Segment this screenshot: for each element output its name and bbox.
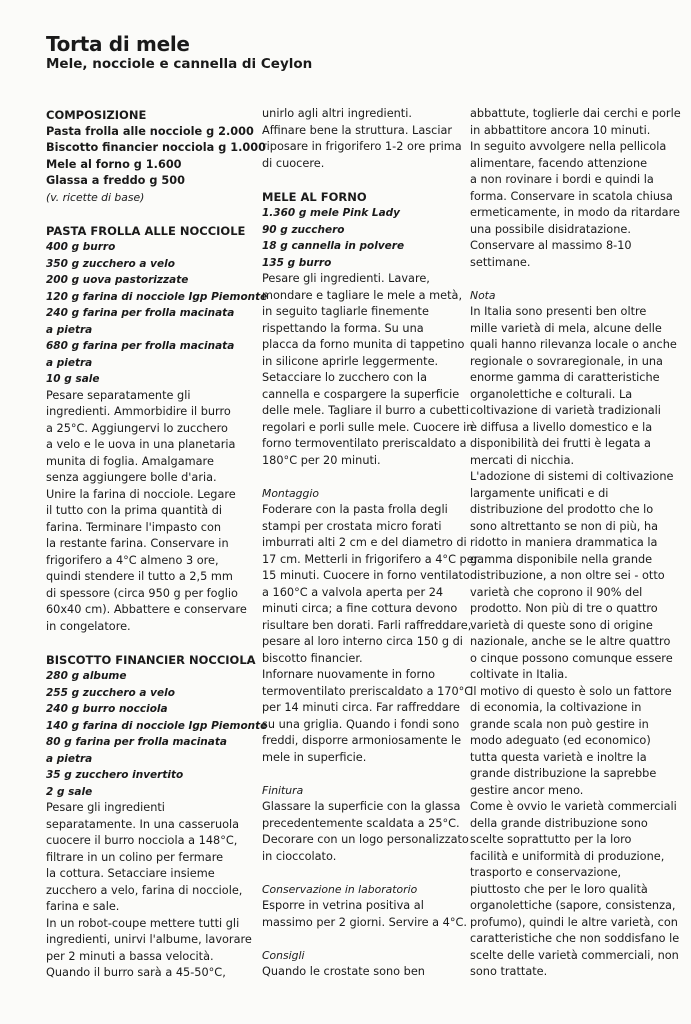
text-line: organolettiche (sapore, consistenza,: [470, 899, 676, 912]
spacer: [262, 469, 462, 486]
text-line: regolari e porli sulle mele. Cuocere in: [262, 420, 474, 434]
ingredient-line: 18 g cannella in polvere: [262, 240, 405, 252]
text-line: o cinque possono comunque essere: [470, 651, 673, 665]
text-line: in cioccolato.: [262, 849, 337, 863]
text-line: 17 cm. Metterli in frigorifero a 4°C per: [262, 552, 479, 566]
text-line: Quando le crostate sono ben: [262, 965, 425, 978]
ingredient-line: 140 g farina di nocciole Igp Piemonte: [46, 719, 268, 732]
ingredient-line: 240 g farina per frolla macinata: [46, 307, 235, 319]
text-line: mele in superficie.: [262, 750, 367, 764]
ingredient-line: 240 g burro nocciola: [46, 703, 168, 715]
text-column-1: [46, 107, 268, 982]
text-line: settimane.: [470, 255, 531, 269]
text-line: in silicone aprirle leggermente.: [262, 354, 439, 368]
ingredient-line: 400 g burro: [46, 241, 116, 253]
text-line: varietà che coprono il 90% del: [470, 585, 643, 599]
text-line: termoventilato preriscaldato a 170°C: [262, 684, 473, 698]
text-line: Il motivo di questo è solo un fattore: [470, 684, 672, 698]
spacer: [262, 766, 462, 783]
text-line: scelte delle varietà commerciali, non: [470, 948, 679, 962]
text-column-2: [262, 106, 479, 981]
text-line: quali hanno rilevanza locale o anche: [470, 338, 677, 351]
text-line: di economia, la coltivazione in: [470, 701, 642, 714]
text-line: mondare e tagliare le mele a metà,: [262, 288, 463, 302]
text-line: cannella e cospargere la superficie: [262, 387, 460, 401]
text-line: in seguito tagliarle finemente: [262, 305, 429, 318]
text-line: massimo per 2 giorni. Servire a 4°C.: [262, 915, 467, 929]
text-line: coltivate in Italia.: [470, 668, 568, 681]
text-line: grande scala non può gestire in: [470, 717, 649, 731]
ingredient-line: 1.360 g mele Pink Lady: [262, 207, 401, 219]
text-line: alimentare, facendo attenzione: [470, 156, 648, 170]
section-heading: COMPOSIZIONE: [46, 108, 147, 122]
text-line: abbattute, toglierle dai cerchi e porle: [470, 107, 681, 120]
composition-line: Biscotto financier nocciola g 1.000: [46, 141, 266, 154]
text-line: Foderare con la pasta frolla degli: [262, 503, 448, 516]
text-line: è diffusa a livello domestico e la: [470, 420, 653, 434]
text-line: Quando il burro sarà a 45-50°C,: [46, 966, 226, 979]
text-line: risultare ben dorati. Farli raffreddare,: [262, 618, 472, 632]
text-line: ingredienti, unirvi l'albume, lavorare: [46, 933, 252, 946]
text-line: largamente unificati e di: [470, 486, 609, 500]
spacer: [262, 931, 462, 948]
text-line: In un robot-coupe mettere tutti gli: [46, 916, 240, 930]
subsection-heading: (v. ricette di base): [46, 190, 145, 204]
text-line: sono trattate.: [470, 965, 548, 978]
text-line: rispettando la forma. Su una: [262, 321, 424, 335]
ingredient-line: 350 g zucchero a velo: [46, 257, 175, 270]
text-line: In Italia sono presenti ben oltre: [470, 305, 647, 318]
text-line: imburrati alti 2 cm e del diametro di: [262, 536, 467, 549]
text-line: senza aggiungere bolle d'aria.: [46, 471, 217, 484]
text-line: in abbattitore ancora 10 minuti.: [470, 123, 651, 137]
text-line: zucchero a velo, farina di nocciole,: [46, 883, 243, 897]
text-line: mercati di nicchia.: [470, 453, 575, 467]
ingredient-line: 255 g zucchero a velo: [46, 686, 175, 699]
ingredient-line: a pietra: [46, 323, 93, 336]
section-heading: MELE AL FORNO: [262, 189, 367, 204]
text-line: tutta questa varietà e inoltre la: [470, 750, 647, 764]
text-line: mille varietà di mela, alcune delle: [470, 321, 662, 335]
text-line: Pesare gli ingredienti. Lavare,: [262, 272, 430, 285]
text-line: nazionale, anche se le altre quattro: [470, 635, 671, 648]
text-line: separatamente. In una casseruola: [46, 817, 240, 831]
composition-line: Pasta frolla alle nocciole g 2.000: [46, 124, 254, 138]
text-line: una possibile disidratazione.: [470, 222, 631, 236]
text-line: In seguito avvolgere nella pellicola: [470, 140, 667, 153]
text-line: scelte soprattutto per la loro: [470, 833, 632, 846]
ingredient-line: 2 g sale: [46, 785, 93, 798]
page-title: Torta di mele: [46, 32, 190, 56]
ingredient-line: 90 g zucchero: [262, 223, 345, 236]
text-line: precedentemente scaldata a 25°C.: [262, 816, 460, 830]
text-line: 180°C per 20 minuti.: [262, 453, 381, 467]
text-line: distribuzione del prodotto che lo: [470, 503, 654, 516]
text-line: disponibilità dei frutti è legata a: [470, 437, 651, 450]
text-line: in congelatore.: [46, 619, 131, 633]
spacer: [470, 271, 670, 288]
text-line: a velo e le uova in una planetaria: [46, 438, 236, 451]
ingredient-line: 280 g albume: [46, 670, 127, 682]
text-line: Esporre in vetrina positiva al: [262, 899, 424, 912]
subsection-heading: Consigli: [262, 948, 305, 962]
text-line: filtrare in un colino per fermare: [46, 850, 224, 864]
page-subtitle: Mele, nocciole e cannella di Ceylon: [46, 56, 313, 72]
subsection-heading: Montaggio: [262, 486, 319, 500]
text-line: freddi, disporre armoniosamente le: [262, 734, 462, 747]
text-line: gamma disponibile nella grande: [470, 552, 653, 566]
text-line: minuti circa; a fine cottura devono: [262, 602, 458, 615]
ingredient-line: 10 g sale: [46, 373, 100, 385]
ingredient-line: 135 g burro: [262, 256, 332, 269]
spacer: [46, 206, 254, 223]
text-line: Affinare bene la struttura. Lasciar: [262, 123, 453, 137]
text-line: Pesare gli ingredienti: [46, 801, 165, 814]
text-line: unirlo agli altri ingredienti.: [262, 107, 412, 120]
text-line: della grande distribuzione sono: [470, 816, 648, 830]
composition-line: Glassa a freddo g 500: [46, 174, 185, 187]
text-line: il tutto con la prima quantità di: [46, 504, 223, 517]
text-line: a non rovinare i bordi e quindi la: [470, 173, 654, 186]
text-line: varietà di queste sono di origine: [470, 618, 653, 632]
ingredient-line: 200 g uova pastorizzate: [46, 274, 189, 286]
text-line: grande distribuzione la saprebbe: [470, 767, 657, 780]
spacer: [262, 172, 462, 189]
text-line: biscotto financier.: [262, 651, 363, 665]
text-line: Setacciare lo zucchero con la: [262, 371, 427, 384]
ingredient-line: a pietra: [46, 752, 93, 765]
text-line: a 25°C. Aggiungervi lo zucchero: [46, 421, 228, 435]
ingredient-line: 680 g farina per frolla macinata: [46, 340, 235, 352]
text-line: quindi stendere il tutto a 2,5 mm: [46, 570, 233, 583]
text-line: enorme gamma di caratteristiche: [470, 371, 660, 384]
text-line: Infornare nuovamente in forno: [262, 668, 436, 681]
text-line: Decorare con un logo personalizzato: [262, 833, 469, 846]
text-line: sono altrettanto se non di più, ha: [470, 519, 659, 533]
text-line: munita di foglia. Amalgamare: [46, 454, 214, 468]
composition-line: Mele al forno g 1.600: [46, 157, 182, 171]
ingredient-line: 80 g farina per frolla macinata: [46, 736, 227, 748]
text-line: ingredienti. Ammorbidire il burro: [46, 405, 231, 418]
text-line: Conservare al massimo 8-10: [470, 239, 632, 252]
text-line: placca da forno munita di tappetino: [262, 338, 465, 351]
text-line: Unire la farina di nocciole. Legare: [46, 487, 236, 501]
ingredient-line: a pietra: [46, 356, 93, 369]
text-line: prodotto. Non più di tre o quattro: [470, 602, 658, 615]
text-line: organolettiche e colturali. La: [470, 387, 633, 401]
text-column-3: [470, 106, 681, 981]
text-line: modo adeguato (ed economico): [470, 734, 651, 747]
text-line: Come è ovvio le varietà commerciali: [470, 800, 677, 813]
spacer: [46, 635, 254, 652]
text-line: cuocere il burro nocciola a 148°C,: [46, 834, 238, 847]
text-line: su una griglia. Quando i fondi sono: [262, 717, 460, 731]
text-line: 60x40 cm). Abbattere e conservare: [46, 603, 247, 616]
text-line: L'adozione di sistemi di coltivazione: [470, 470, 674, 483]
text-line: forma. Conservare in scatola chiusa: [470, 189, 673, 203]
text-line: forno termoventilato preriscaldato a: [262, 437, 467, 450]
text-line: di spessore (circa 950 g per foglio: [46, 586, 238, 600]
text-line: regionale o sovraregionale, in una: [470, 354, 663, 368]
text-line: delle mele. Tagliare il burro a cubetti: [262, 404, 469, 417]
text-line: 15 minuti. Cuocere in forno ventilato: [262, 569, 470, 582]
text-line: la restante farina. Conservare in: [46, 537, 229, 550]
text-line: trasporto e conservazione,: [470, 866, 622, 879]
text-line: farina e sale.: [46, 900, 120, 913]
spacer: [262, 865, 462, 882]
text-line: gestire ancor meno.: [470, 783, 584, 797]
text-line: pesare al loro interno circa 150 g di: [262, 635, 463, 648]
text-line: ridotto in maniera drammatica la: [470, 536, 658, 549]
subsection-heading: Conservazione in laboratorio: [262, 882, 418, 896]
text-line: distribuzione, a non oltre sei - otto: [470, 569, 665, 582]
text-line: frigorifero a 4°C almeno 3 ore,: [46, 553, 219, 567]
text-line: di cuocere.: [262, 156, 325, 170]
text-line: coltivazione di varietà tradizionali: [470, 404, 661, 417]
section-heading: BISCOTTO FINANCIER NOCCIOLA: [46, 652, 256, 667]
text-line: ermeticamente, in modo da ritardare: [470, 206, 680, 219]
text-line: per 2 minuti a bassa velocità.: [46, 949, 214, 963]
section-heading: PASTA FROLLA ALLE NOCCIOLE: [46, 223, 246, 238]
text-line: per 14 minuti circa. Far raffreddare: [262, 701, 460, 714]
text-line: caratteristiche che non soddisfano le: [470, 932, 680, 945]
text-line: Glassare la superficie con la glassa: [262, 800, 461, 813]
subsection-heading: Nota: [470, 288, 496, 302]
text-line: Pesare separatamente gli: [46, 388, 191, 402]
text-line: facilità e uniformità di produzione,: [470, 849, 665, 863]
ingredient-line: 120 g farina di nocciole Igp Piemonte: [46, 290, 268, 303]
subsection-heading: Finitura: [262, 783, 304, 797]
ingredient-line: 35 g zucchero invertito: [46, 769, 184, 781]
text-line: profumo), quindi le altre varietà, con: [470, 915, 678, 929]
text-line: riposare in frigorifero 1-2 ore prima: [262, 140, 462, 153]
text-line: piuttosto che per le loro qualità: [470, 882, 648, 896]
text-line: farina. Terminare l'impasto con: [46, 520, 222, 534]
text-line: a 160°C a valvola aperta per 24: [262, 585, 444, 599]
text-line: stampi per crostata micro forati: [262, 519, 442, 533]
text-line: la cottura. Setacciare insieme: [46, 867, 215, 880]
